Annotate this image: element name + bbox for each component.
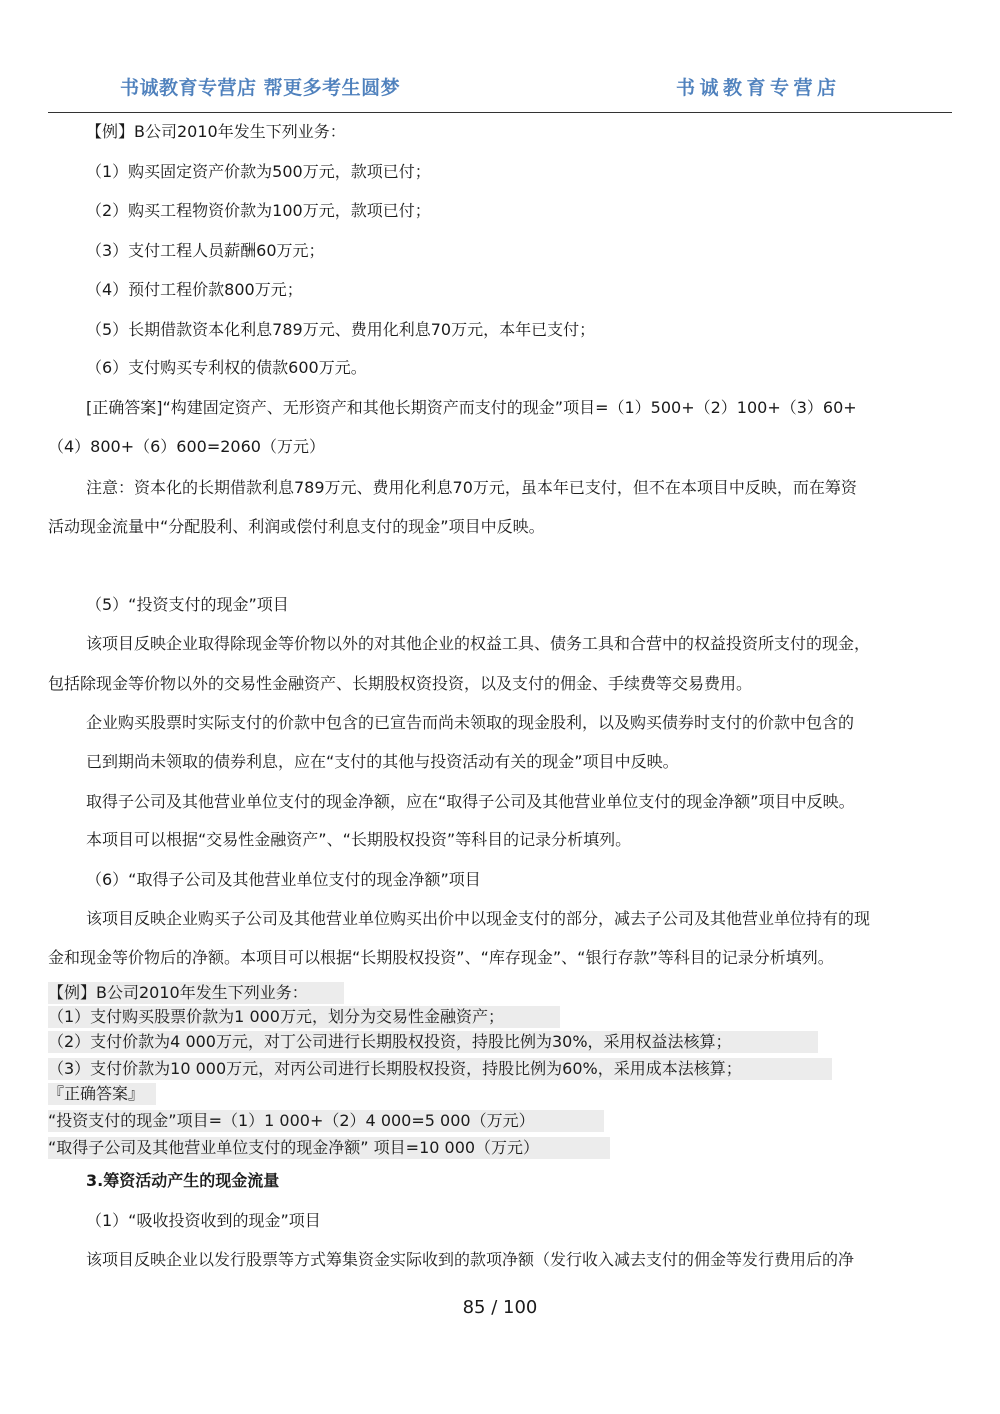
paragraph-line: 注意：资本化的长期借款利息789万元、费用化利息70万元，虽本年已支付，但不在本项目中反映，而在筹资 (86, 478, 857, 497)
paragraph-line: （3）支付工程人员薪酬60万元； (86, 241, 325, 260)
paragraph-line: 该项目反映企业取得除现金等价物以外的对其他企业的权益工具、债务工具和合营中的权益投资所支付的现金， (86, 634, 871, 653)
example-line: （2）支付价款为4 000万元，对丁公司进行长期股权投资，持股比例为30%，采用权益法核算； (48, 1032, 732, 1051)
page-number: 85 / 100 (462, 1297, 538, 1318)
paragraph-line: 本项目可以根据“交易性金融资产”、“长期股权投资”等科目的记录分析填列。 (86, 830, 632, 849)
paragraph-line: 企业购买股票时实际支付的价款中包含的已宣告而尚未领取的现金股利，以及购买债券时支付的价款中包含的 (86, 713, 855, 732)
paragraph-line: 已到期尚未领取的债券利息，应在“支付的其他与投资活动有关的现金”项目中反映。 (86, 752, 679, 771)
example-line: （1）支付购买股票价款为1 000万元，划分为交易性金融资产； (48, 1007, 504, 1026)
paragraph-line: 【例】B公司2010年发生下列业务： (86, 122, 346, 141)
paragraph-line: （5）长期借款资本化利息789万元、费用化利息70万元，本年已支付； (86, 320, 596, 339)
paragraph-line: 取得子公司及其他营业单位支付的现金净额，应在“取得子公司及其他营业单位支付的现金净额”项目中反映。 (86, 792, 855, 811)
paragraph-line: 包括除现金等价物以外的交易性金融资产、长期股权资投资，以及支付的佣金、手续费等交易费用。 (48, 674, 753, 693)
paragraph-line: （4）预付工程价款800万元； (86, 280, 303, 299)
paragraph-line: （4）800+（6）600=2060（万元） (48, 437, 325, 456)
header-store-name: 书诚教育专营店 (676, 77, 841, 99)
paragraph-line: 该项目反映企业购买子公司及其他营业单位购买出价中以现金支付的部分，减去子公司及其他营业单位持有的现 (86, 909, 871, 928)
section-heading: （1）“吸收投资收到的现金”项目 (86, 1211, 321, 1230)
example-line: （3）支付价款为10 000万元，对丙公司进行长期股权投资，持股比例为60%，采用成本法核算； (48, 1059, 742, 1078)
paragraph-line: [正确答案]“构建固定资产、无形资产和其他长期资产而支付的现金”项目=（1）500+（2）100+（3）60+ (86, 398, 857, 417)
section-heading: （5）“投资支付的现金”项目 (86, 595, 289, 614)
header-store-slogan: 书诚教育专营店 帮更多考生圆梦 (120, 77, 401, 99)
paragraph-line: （1）购买固定资产价款为500万元，款项已付； (86, 162, 431, 181)
example-line: 【例】B公司2010年发生下列业务： (48, 983, 308, 1002)
example-line: 『正确答案』 (48, 1084, 145, 1103)
header-divider (48, 112, 952, 113)
paragraph-line: 金和现金等价物后的净额。本项目可以根据“长期股权投资”、“库存现金”、“银行存款”等科目的记录分析填列。 (48, 948, 834, 967)
paragraph-line: （2）购买工程物资价款为100万元，款项已付； (86, 201, 431, 220)
paragraph-line: 活动现金流量中“分配股利、利润或偿付利息支付的现金”项目中反映。 (48, 517, 545, 536)
section-title: 3.筹资活动产生的现金流量 (86, 1171, 280, 1190)
section-heading: （6）“取得子公司及其他营业单位支付的现金净额”项目 (86, 870, 481, 889)
paragraph-line: 该项目反映企业以发行股票等方式筹集资金实际收到的款项净额（发行收入减去支付的佣金等发行费用后的净 (86, 1250, 855, 1269)
paragraph-line: （6）支付购买专利权的债款600万元。 (86, 358, 367, 377)
example-line: “投资支付的现金”项目=（1）1 000+（2）4 000=5 000（万元） (48, 1111, 535, 1130)
example-line: “取得子公司及其他营业单位支付的现金净额” 项目=10 000（万元） (48, 1138, 540, 1157)
